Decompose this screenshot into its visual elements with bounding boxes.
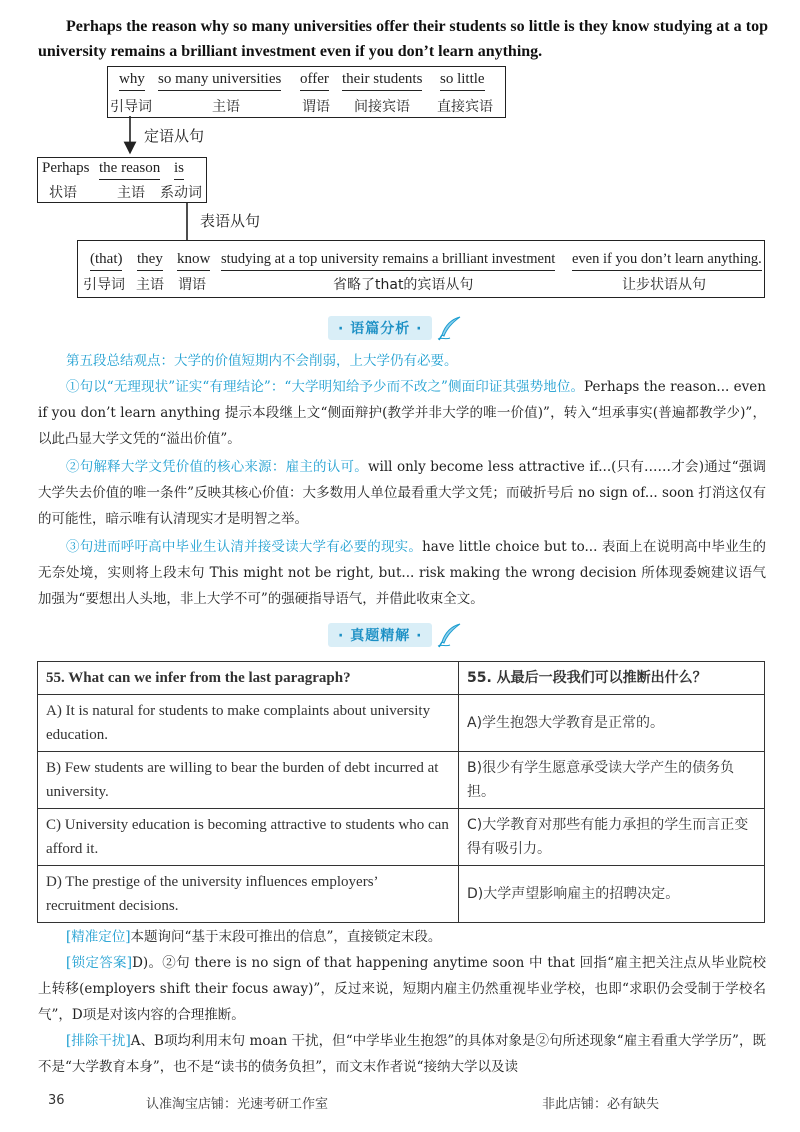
- diagram-word: the reason: [99, 160, 160, 180]
- diagram-word: know: [177, 251, 210, 271]
- option-c-en: C) University education is becoming attractive to students who can afford it.: [38, 809, 459, 866]
- diagram-role: 引导词: [83, 277, 125, 293]
- option-a-zh: A)学生抱怨大学教育是正常的。: [459, 695, 765, 752]
- diagram-word: so little: [440, 71, 485, 91]
- table-row: [38, 752, 765, 809]
- analysis-summary: 第五段总结观点：大学的价值短期内不会削弱，上大学仍有必要。: [66, 353, 458, 369]
- diagram-role: 主语: [117, 185, 145, 201]
- diagram-word: studying at a top university remains a brilliant investment: [221, 251, 555, 271]
- diagram-word: is: [174, 160, 184, 180]
- diagram-word: (that): [90, 251, 122, 271]
- diagram-role: 系动词: [160, 185, 202, 201]
- diagram-role: 主语: [136, 277, 164, 293]
- analysis-point-1-body: Perhaps the reason... even if you don’t learn anything 提示本段继上文“侧面辩护(教学并非大学的唯一价值)”，转入“坦承事实(普遍都教学少)”，以此凸显大学文凭的“溢出价值”。: [38, 379, 766, 447]
- diagram-word: so many universities: [158, 71, 281, 91]
- section-header-question-analysis: [328, 622, 462, 648]
- section-header-discourse-analysis: [328, 315, 462, 341]
- exclude-tag: [排除干扰]: [66, 1033, 131, 1049]
- option-d-en: D) The prestige of the university influences employers’ recruitment decisions.: [38, 866, 459, 923]
- locate-text: 本题询问“基于末段可推出的信息”，直接锁定末段。: [130, 929, 442, 945]
- intro-sentence: Perhaps the reason why so many universities offer their students so little is they know studying at a top university remains a brilliant investment even if you don’t learn anything.: [38, 18, 768, 60]
- section-title: · 真题精解 ·: [328, 623, 432, 647]
- diagram-word: they: [137, 251, 163, 271]
- page-number: 36: [48, 1093, 65, 1108]
- analysis-point-3-heading: ③句进而呼吁高中毕业生认清并接受读大学有必要的现实。: [66, 539, 423, 555]
- analysis-point-2-body: will only become less attractive if...(只有……才会)通过“强调大学失去价值的唯一条件”反映其核心价值：大多数用人单位最看重大学文凭；而破折号后 no sign of... soon 打消这仅有的可能性，暗示唯有认清现实才是明智之举。: [38, 459, 767, 527]
- answer-text: D)。②句 there is no sign of that happening anytime soon 中 that 回指“雇主把关注点从毕业院校上转移(employers shift their focus away)”，反过来说，短期内雇主仍然重视毕业学校，也即“求职仍会受制于学校名气”，D项是对该内容的合理推断。: [38, 955, 766, 1023]
- option-a-en: A) It is natural for students to make complaints about university education.: [38, 695, 459, 752]
- diagram-role: 谓语: [178, 277, 206, 293]
- solution-exclude: [38, 1028, 766, 1080]
- diagram-word: offer: [300, 71, 329, 91]
- option-b-zh: B)很少有学生愿意承受读大学产生的债务负担。: [459, 752, 765, 809]
- footer-right-text: 非此店铺：必有缺失: [542, 1097, 660, 1112]
- section-title: · 语篇分析 ·: [328, 316, 432, 340]
- analysis-paragraph-1: [38, 374, 766, 452]
- exclude-text: A、B项均利用末句 moan 干扰，但“中学毕业生抱怨”的具体对象是②句所述现象“雇主看重大学学历”，既不是“大学教育本身”，也不是“读书的债务负担”，而文末作者说“接纳大学以及读: [38, 1033, 766, 1075]
- quill-icon: [436, 315, 462, 341]
- table-row: [38, 866, 765, 923]
- attributive-clause-label: 定语从句: [144, 127, 205, 145]
- diagram-word: why: [119, 71, 145, 91]
- solution-answer: [38, 950, 766, 1028]
- footer-left-text: 认准淘宝店铺：光速考研工作室: [146, 1097, 329, 1112]
- question-stem-en: 55. What can we infer from the last paragraph?: [38, 662, 459, 695]
- table-row: [38, 809, 765, 866]
- diagram-connector-arrows: [0, 0, 800, 260]
- diagram-role: 省略了that的宾语从句: [333, 277, 474, 293]
- diagram-role: 谓语: [302, 99, 330, 115]
- diagram-word: even if you don’t learn anything.: [572, 251, 762, 271]
- analysis-paragraph-2: [38, 454, 766, 532]
- solution-locate: [38, 924, 766, 950]
- question-stem-zh: 55. 从最后一段我们可以推断出什么？: [459, 662, 765, 695]
- option-b-en: B) Few students are willing to bear the burden of debt incurred at university.: [38, 752, 459, 809]
- analysis-point-3-body: have little choice but to... 表面上在说明高中毕业生的无奈处境，实则将上段末句 This might not be right, but... risk making the wrong decision 所体现委婉建议语气加强为“要想出人头地，非上大学不可”的强硬指导语气，并借此收束全文。: [38, 539, 767, 607]
- table-row: [38, 695, 765, 752]
- locate-tag: [精准定位]: [66, 929, 131, 945]
- question-table: [37, 661, 765, 923]
- quill-icon: [436, 622, 462, 648]
- table-row: [38, 662, 765, 695]
- diagram-role: 引导词: [110, 99, 152, 115]
- analysis-point-2-heading: ②句解释大学文凭价值的核心来源：雇主的认可。: [66, 459, 368, 475]
- diagram-role: 间接宾语: [354, 99, 410, 115]
- diagram-role: 让步状语从句: [622, 277, 706, 293]
- diagram-word: Perhaps: [42, 160, 90, 176]
- option-d-zh: D)大学声望影响雇主的招聘决定。: [459, 866, 765, 923]
- analysis-paragraph-3: [38, 534, 766, 612]
- option-c-zh: C)大学教育对那些有能力承担的学生而言正变得有吸引力。: [459, 809, 765, 866]
- diagram-role: 直接宾语: [437, 99, 493, 115]
- predicative-clause-label: 表语从句: [200, 212, 261, 230]
- diagram-word: their students: [342, 71, 422, 91]
- analysis-point-1-heading: ①句以“无理现状”证实“有理结论”：“大学明知给予少而不改之”侧面印证其强势地位。: [66, 379, 585, 395]
- diagram-role: 状语: [49, 185, 77, 201]
- answer-tag: [锁定答案]: [66, 955, 133, 971]
- diagram-role: 主语: [212, 99, 240, 115]
